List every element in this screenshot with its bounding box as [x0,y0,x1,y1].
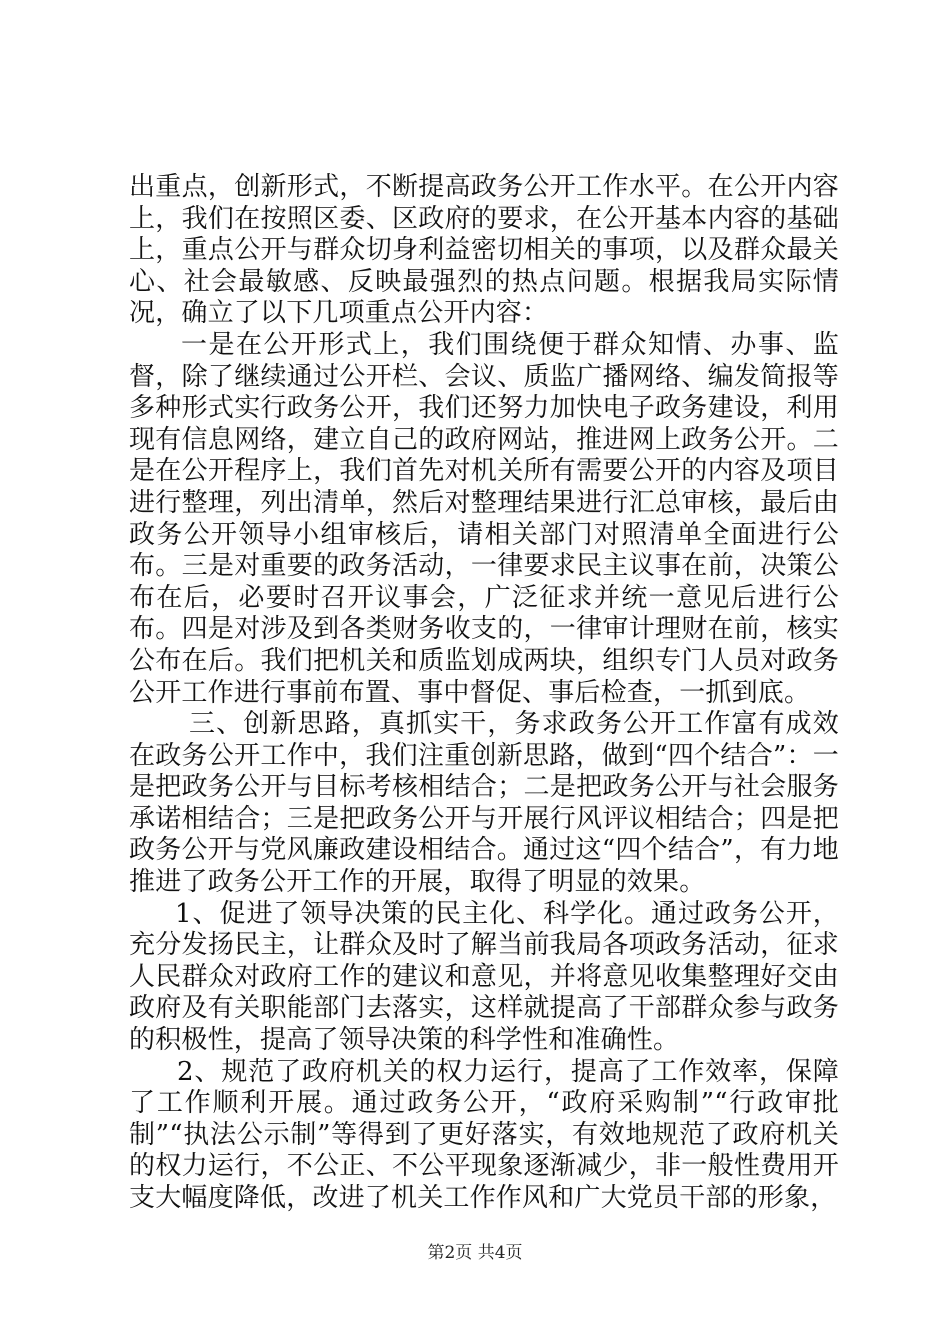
paragraph-2: 一是在公开形式上，我们围绕便于群众知情、办事、监督，除了继续通过公开栏、会议、质监广播网络、编发简报等多种形式实行政务公开，我们还努力加快电子政务建设，利用现有信息网络，建立自己的政府网站，推进网上政务公开。二是在公开程序上，我们首先对机关所有需要公开的内容及项目进行整理，列出清单，然后对整理结果进行汇总审核，最后由政务公开领导小组审核后，请相关部门对照清单全面进行公布。三是对重要的政务活动，一律要求民主议事在前，决策公布在后，必要时召开议事会，广泛征求并统一意见后进行公布。四是对涉及到各类财务收支的，一律审计理财在前，核实公布在后。我们把机关和质监划成两块，组织专门人员对政务公开工作进行事前布置、事中督促、事后检查，一抓到底。 [129,329,839,708]
paragraph-3: 三、创新思路，真抓实干，务求政务公开工作富有成效在政务公开工作中，我们注重创新思路，做到“四个结合”：一是把政务公开与目标考核相结合；二是把政务公开与社会服务承诺相结合；三是把政务公开与开展行风评议相结合；四是把政务公开与党风廉政建设相结合。通过这“四个结合”，有力地推进了政务公开工作的开展，取得了明显的效果。 [129,709,839,898]
paragraph-5: 2、规范了政府机关的权力运行，提高了工作效率，保障了工作顺利开展。通过政务公开，“政府采购制”“行政审批制”“执法公示制”等得到了更好落实，有效地规范了政府机关的权力运行，不公正、不公平现象逐渐减少，非一般性费用开支大幅度降低，改进了机关工作作风和广大党员干部的形象， [129,1056,839,1213]
paragraph-4: 1、促进了领导决策的民主化、科学化。通过政务公开，充分发扬民主，让群众及时了解当前我局各项政务活动，征求人民群众对政府工作的建议和意见，并将意见收集整理好交由政府及有关职能部门去落实，这样就提高了干部群众参与政务的积极性，提高了领导决策的科学性和准确性。 [129,898,839,1056]
document-body [129,172,839,1215]
paragraph-1: 出重点，创新形式，不断提高政务公开工作水平。在公开内容上，我们在按照区委、区政府的要求，在公开基本内容的基础上，重点公开与群众切身利益密切相关的事项，以及群众最关心、社会最敏感、反映最强烈的热点问题。根据我局实际情况，确立了以下几项重点公开内容： [129,172,839,329]
page-footer: 第2页 共4页 [427,1243,523,1263]
